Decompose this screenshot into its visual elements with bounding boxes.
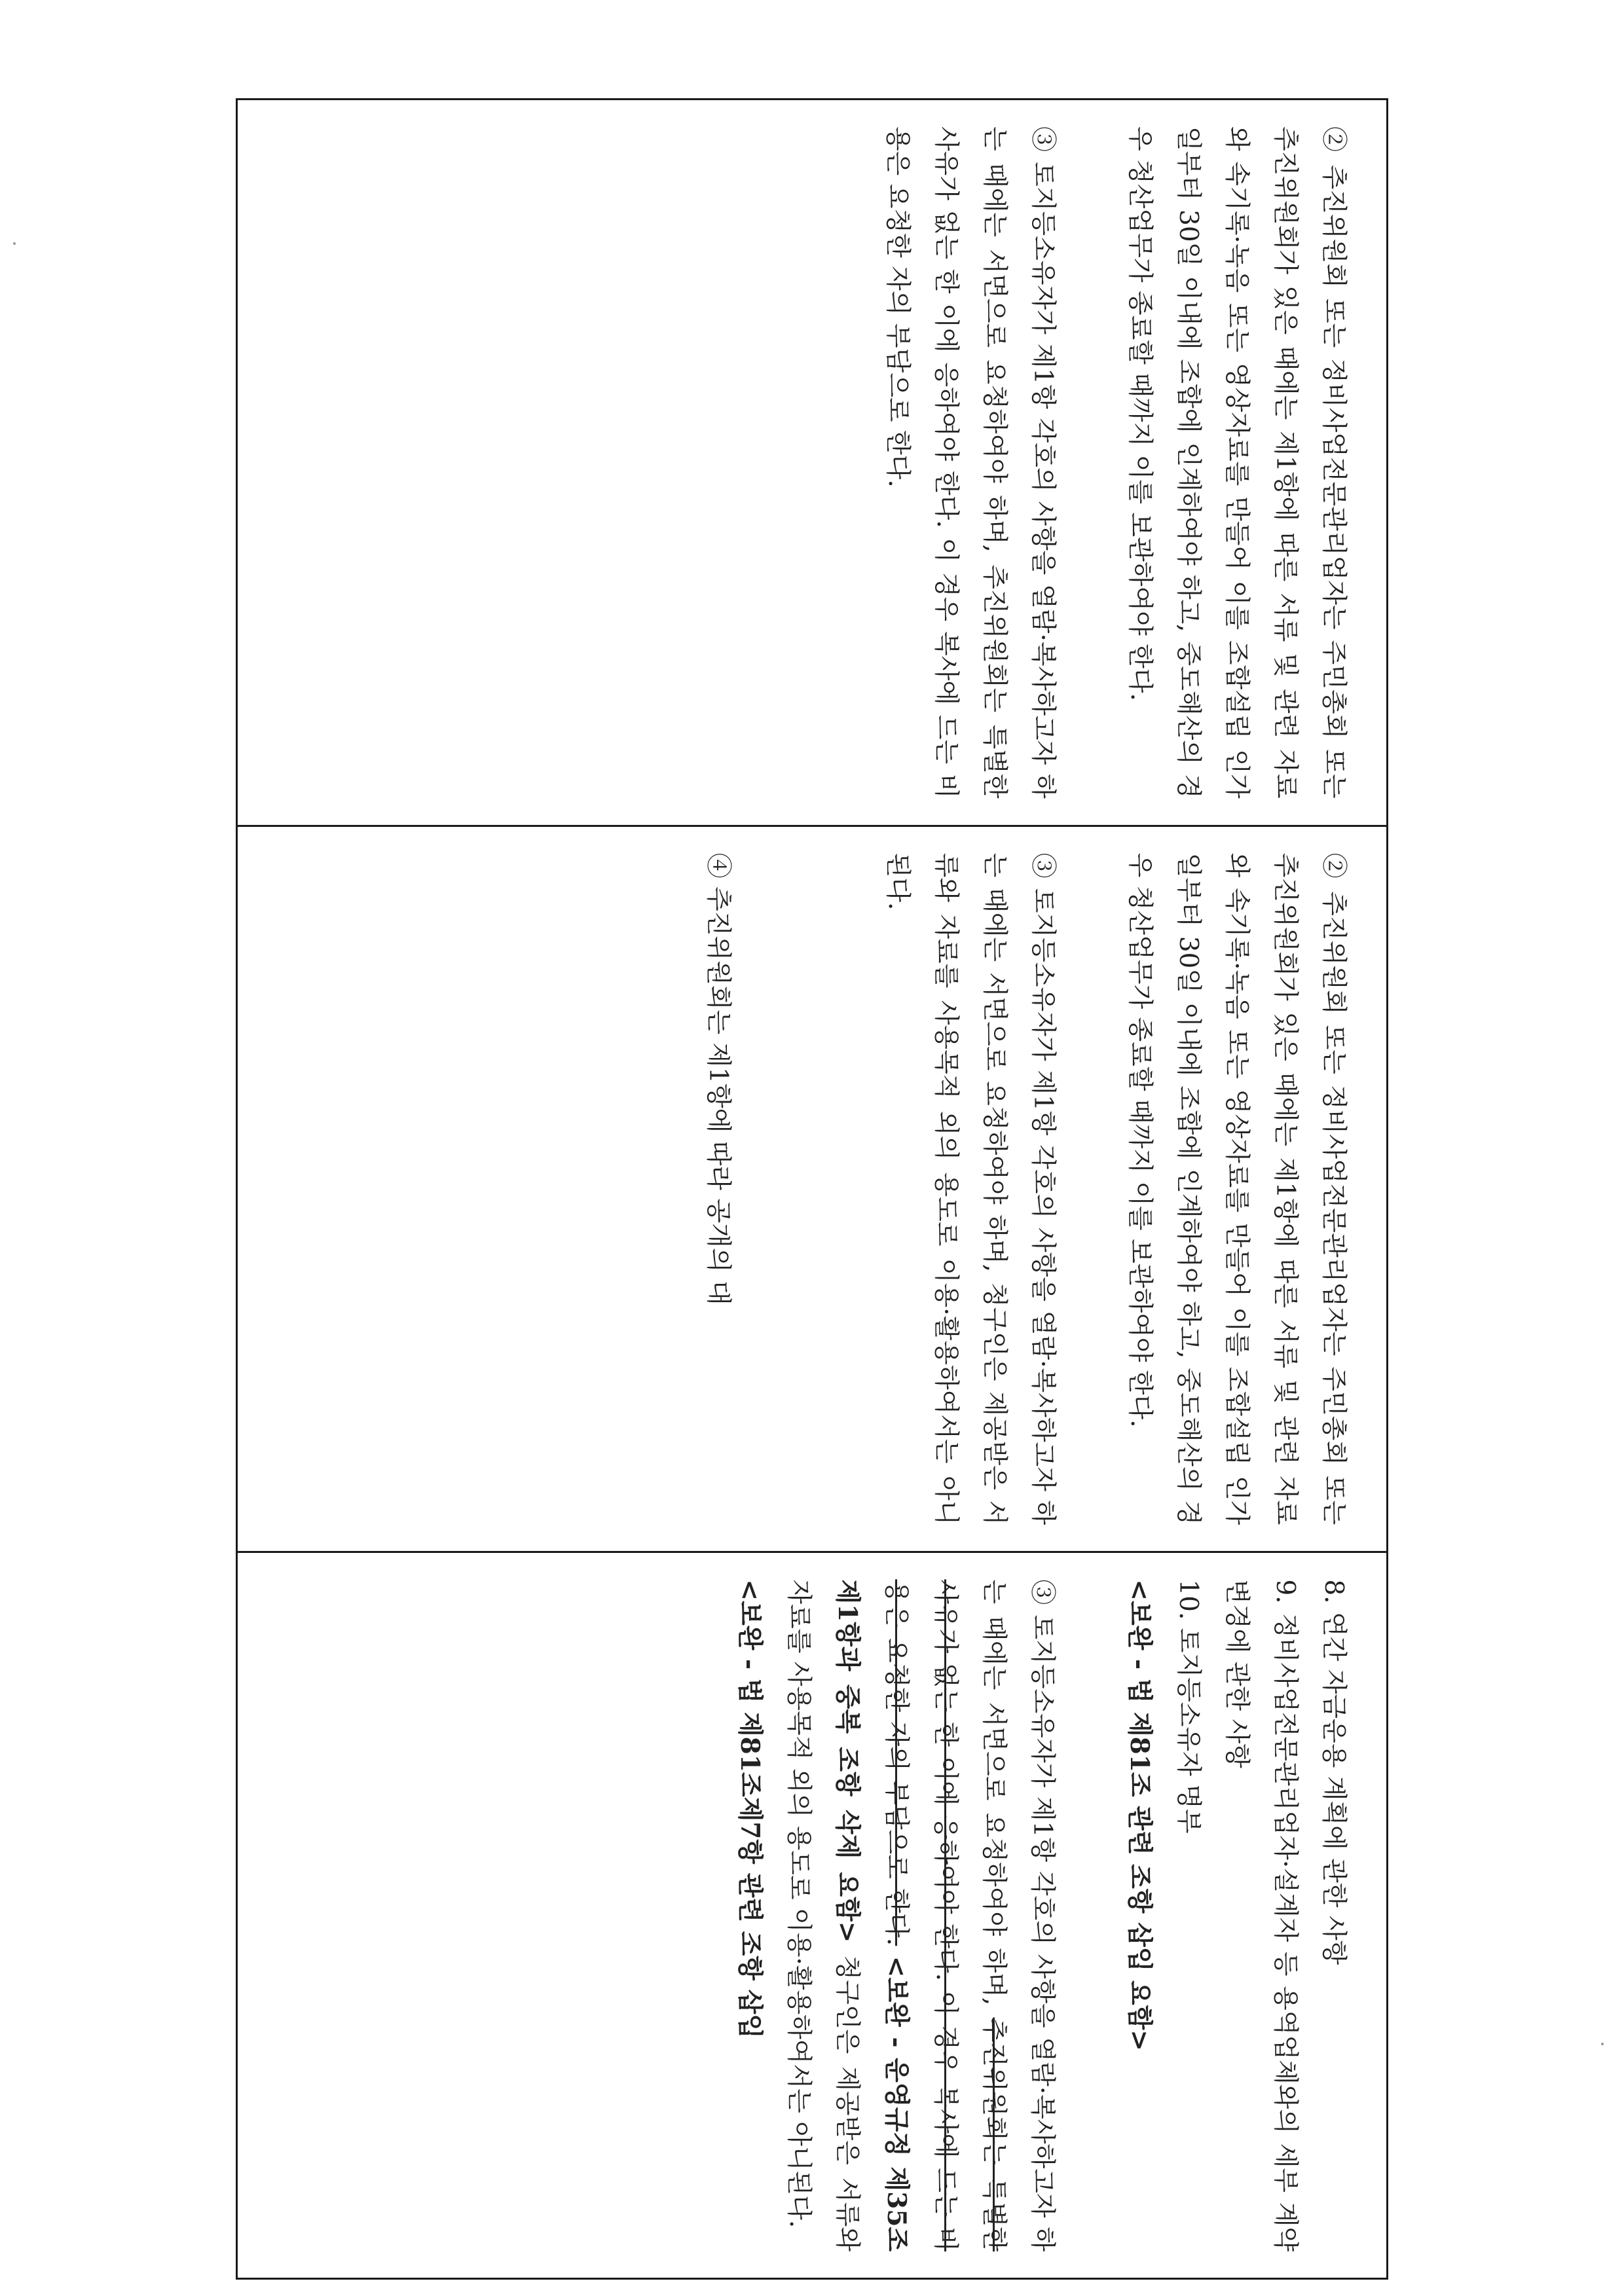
right-paragraph-3: [774, 1579, 1066, 2251]
right-item-10: 10. 토지등소유자 명부: [1173, 1579, 1203, 1834]
review-note-1-prefix: <보완 -: [1124, 1579, 1154, 1679]
review-note-3-text: 법 제81조제7항 관련 조항 삽입: [735, 1678, 765, 2039]
comparison-table: [236, 98, 1388, 2280]
right-paragraph-3-review-note: <보완 - 운영규정 제35조제1항과 중복 조항 삭제 요함>: [832, 1579, 912, 2252]
review-note-1-text: 법 제81조 관련 조항 삽입 요함>: [1124, 1678, 1154, 2051]
right-review-note-1: [1115, 1579, 1164, 2251]
middle-paragraph-3: ③ 토지등소유자가 제1항 각호의 사항을 열람·복사하고자 하는 때에는 서면으로 요청하여야 하며, 청구인은 제공받은 서류와 자료를 사용목적 외의 용도로 이용·활용하여서는 아니된다.: [883, 852, 1058, 1525]
right-paragraph-3-deleted: 추진위원회는 특별한 사유가 없는 한 이에 응하여야 한다. 이 경우 복사에 드는 비용은 요청한 자의 부담으로 한다.: [881, 1579, 1008, 2252]
right-item-8: 8. 연간 자금운용 계획에 관한 사항: [1319, 1579, 1348, 1965]
middle-paragraph-2: ② 추진위원회 또는 정비사업전문관리업자는 주민총회 또는 추진위원회가 있은 때에는 제1항에 따른 서류 및 관련 자료와 속기록·녹음 또는 영상자료를 만들어 이를 조합설립 인가일부터 30일 이내에 조합에 인계하여야 하고, 중도해산의 경우 청산업무가 종료할 때까지 이를 보관하여야 한다.: [1125, 852, 1348, 1525]
scan-speck: [1601, 2043, 1604, 2045]
right-paragraph-3-text-a: ③ 토지등소유자가 제1항 각호의 사항을 열람·복사하고자 하는 때에는 서면으로 요청하여야 하며,: [979, 1579, 1057, 2252]
right-item-9: 9. 정비사업전문관리업자·설계자 등 용역업체와의 세부 계약 변경에 관한 사항: [1222, 1579, 1300, 2252]
left-paragraph-2: ② 추진위원회 또는 정비사업전문관리업자는 주민총회 또는 추진위원회가 있은 때에는 제1항에 따른 서류 및 관련 자료와 속기록·녹음 또는 영상자료를 만들어 이를 조합설립 인가일부터 30일 이내에 조합에 인계하여야 하고, 중도해산의 경우 청산업무가 종료할 때까지 이를 보관하여야 한다.: [1125, 126, 1348, 799]
middle-paragraph-4: ④ 추진위원회는 제1항에 따라 공개의 대: [703, 852, 733, 1305]
review-note-3-prefix: <보완 -: [735, 1579, 765, 1679]
right-column: [238, 1551, 1386, 2278]
right-paragraph-3-text-b: 청구인은 제공받은 서류와 자료를 사용목적 외의 용도로 이용·활용하여서는 아니된다.: [784, 1579, 862, 2252]
scan-speck: [13, 242, 16, 245]
right-review-note-3: [725, 1579, 774, 2251]
left-paragraph-3: ③ 토지등소유자가 제1항 각호의 사항을 열람·복사하고자 하는 때에는 서면으로 요청하여야 하며, 추진위원회는 특별한 사유가 없는 한 이에 응하여야 한다. 이 경우 복사에 드는 비용은 요청한 자의 부담으로 한다.: [883, 126, 1058, 799]
left-column: [238, 100, 1386, 825]
rotated-page-content: [236, 98, 1388, 2280]
middle-column: [238, 825, 1386, 1552]
